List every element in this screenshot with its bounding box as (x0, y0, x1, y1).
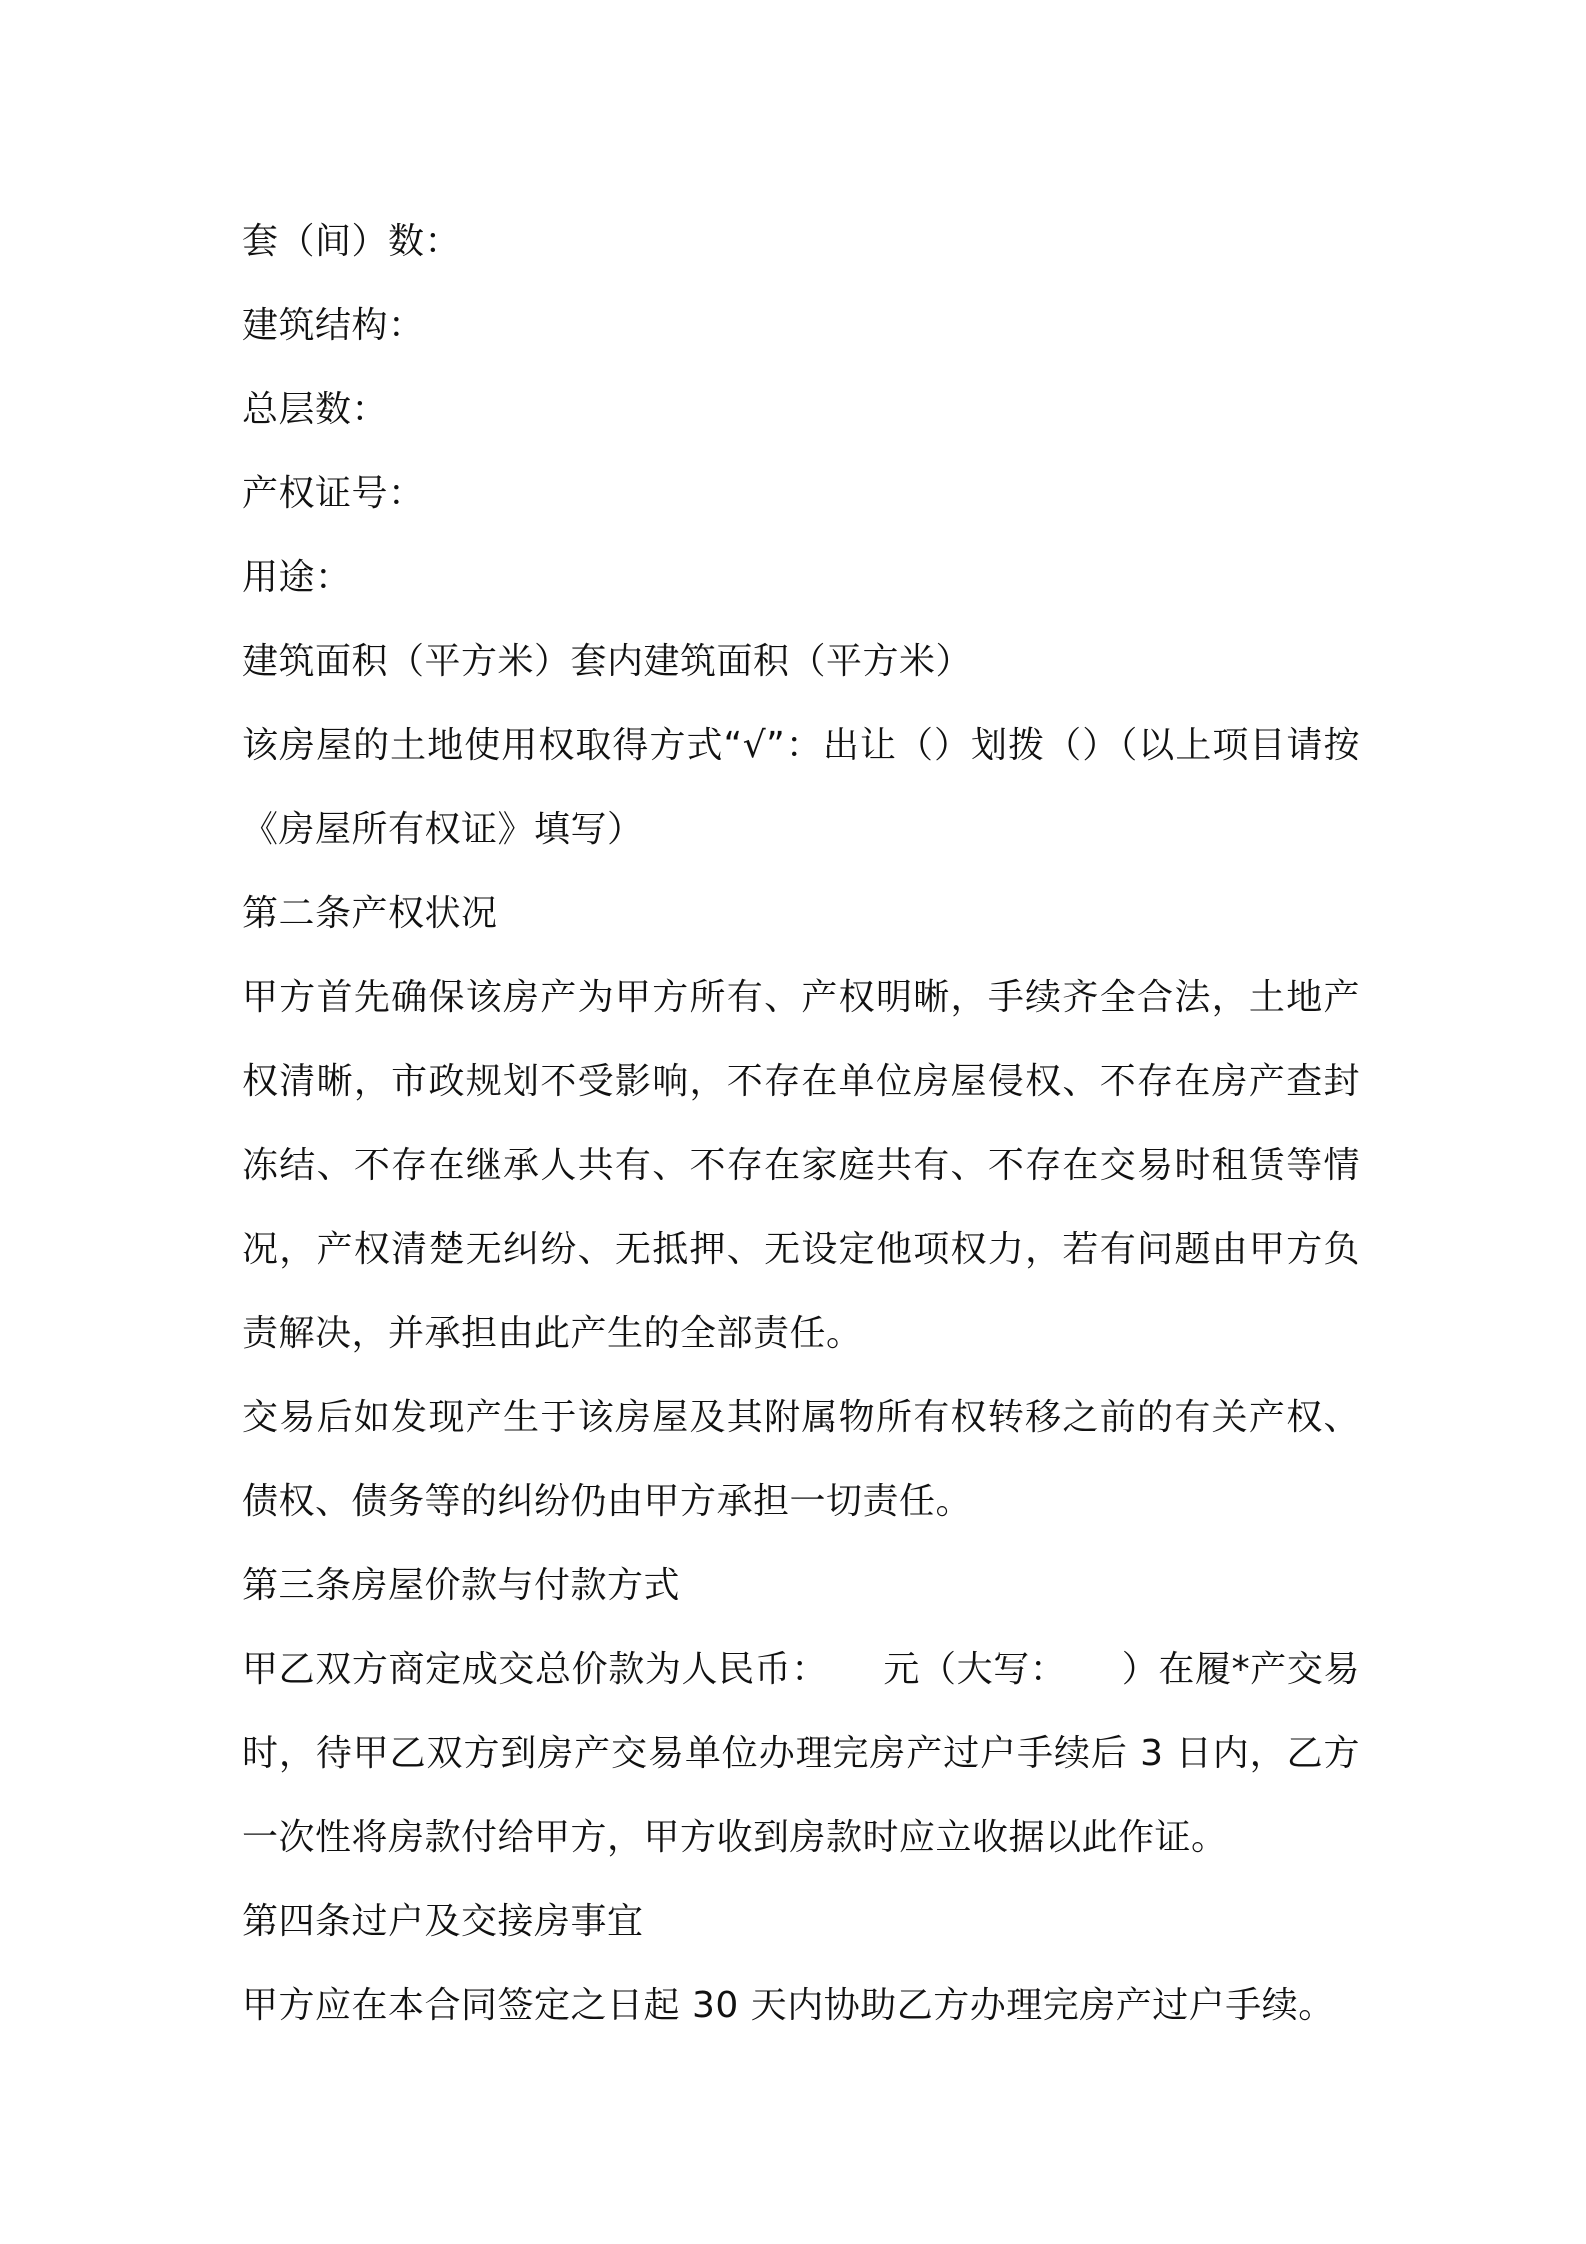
article-2-paragraph-1: 甲方首先确保该房产为甲方所有、产权明晰，手续齐全合法，土地产权清晰，市政规划不受影响，不存在单位房屋侵权、不存在房产查封冻结、不存在继承人共有、不存在家庭共有、不存在交易时租赁等情况，产权清楚无纠纷、无抵押、无设定他项权力，若有问题由甲方负责解决，并承担由此产生的全部责任。 (242, 977, 1360, 1354)
article-2-title: 第二条产权状况 (242, 893, 498, 934)
article-2-paragraph-2: 交易后如发现产生于该房屋及其附属物所有权转移之前的有关产权、债权、债务等的纠纷仍由甲方承担一切责任。 (242, 1397, 1360, 1522)
floor-area-label: 建筑面积（平方米）套内建筑面积（平方米） (242, 641, 973, 682)
property-certificate-label: 产权证号： (242, 473, 425, 514)
land-use-right-paragraph: 该房屋的土地使用权取得方式“√”：出让（）划拨（）（以上项目请按《房屋所有权证》填写） (242, 725, 1360, 850)
contract-body (242, 200, 1360, 2048)
usage-label: 用途： (242, 557, 352, 598)
units-count-label: 套（间）数： (242, 221, 462, 262)
article-4-paragraph-1: 甲方应在本合同签定之日起 30 天内协助乙方办理完房产过户手续。 (242, 1985, 1335, 2026)
article-4-title: 第四条过户及交接房事宜 (242, 1901, 644, 1942)
total-floors-label: 总层数： (242, 389, 389, 430)
article-3-paragraph-1: 甲乙双方商定成交总价款为人民币： 元（大写： ）在履*产交易时，待甲乙双方到房产交易单位办理完房产过户手续后 3 日内，乙方一次性将房款付给甲方，甲方收到房款时应立收据以此作证。 (242, 1649, 1360, 1858)
building-structure-label: 建筑结构： (242, 305, 425, 346)
article-3-title: 第三条房屋价款与付款方式 (242, 1565, 681, 1606)
